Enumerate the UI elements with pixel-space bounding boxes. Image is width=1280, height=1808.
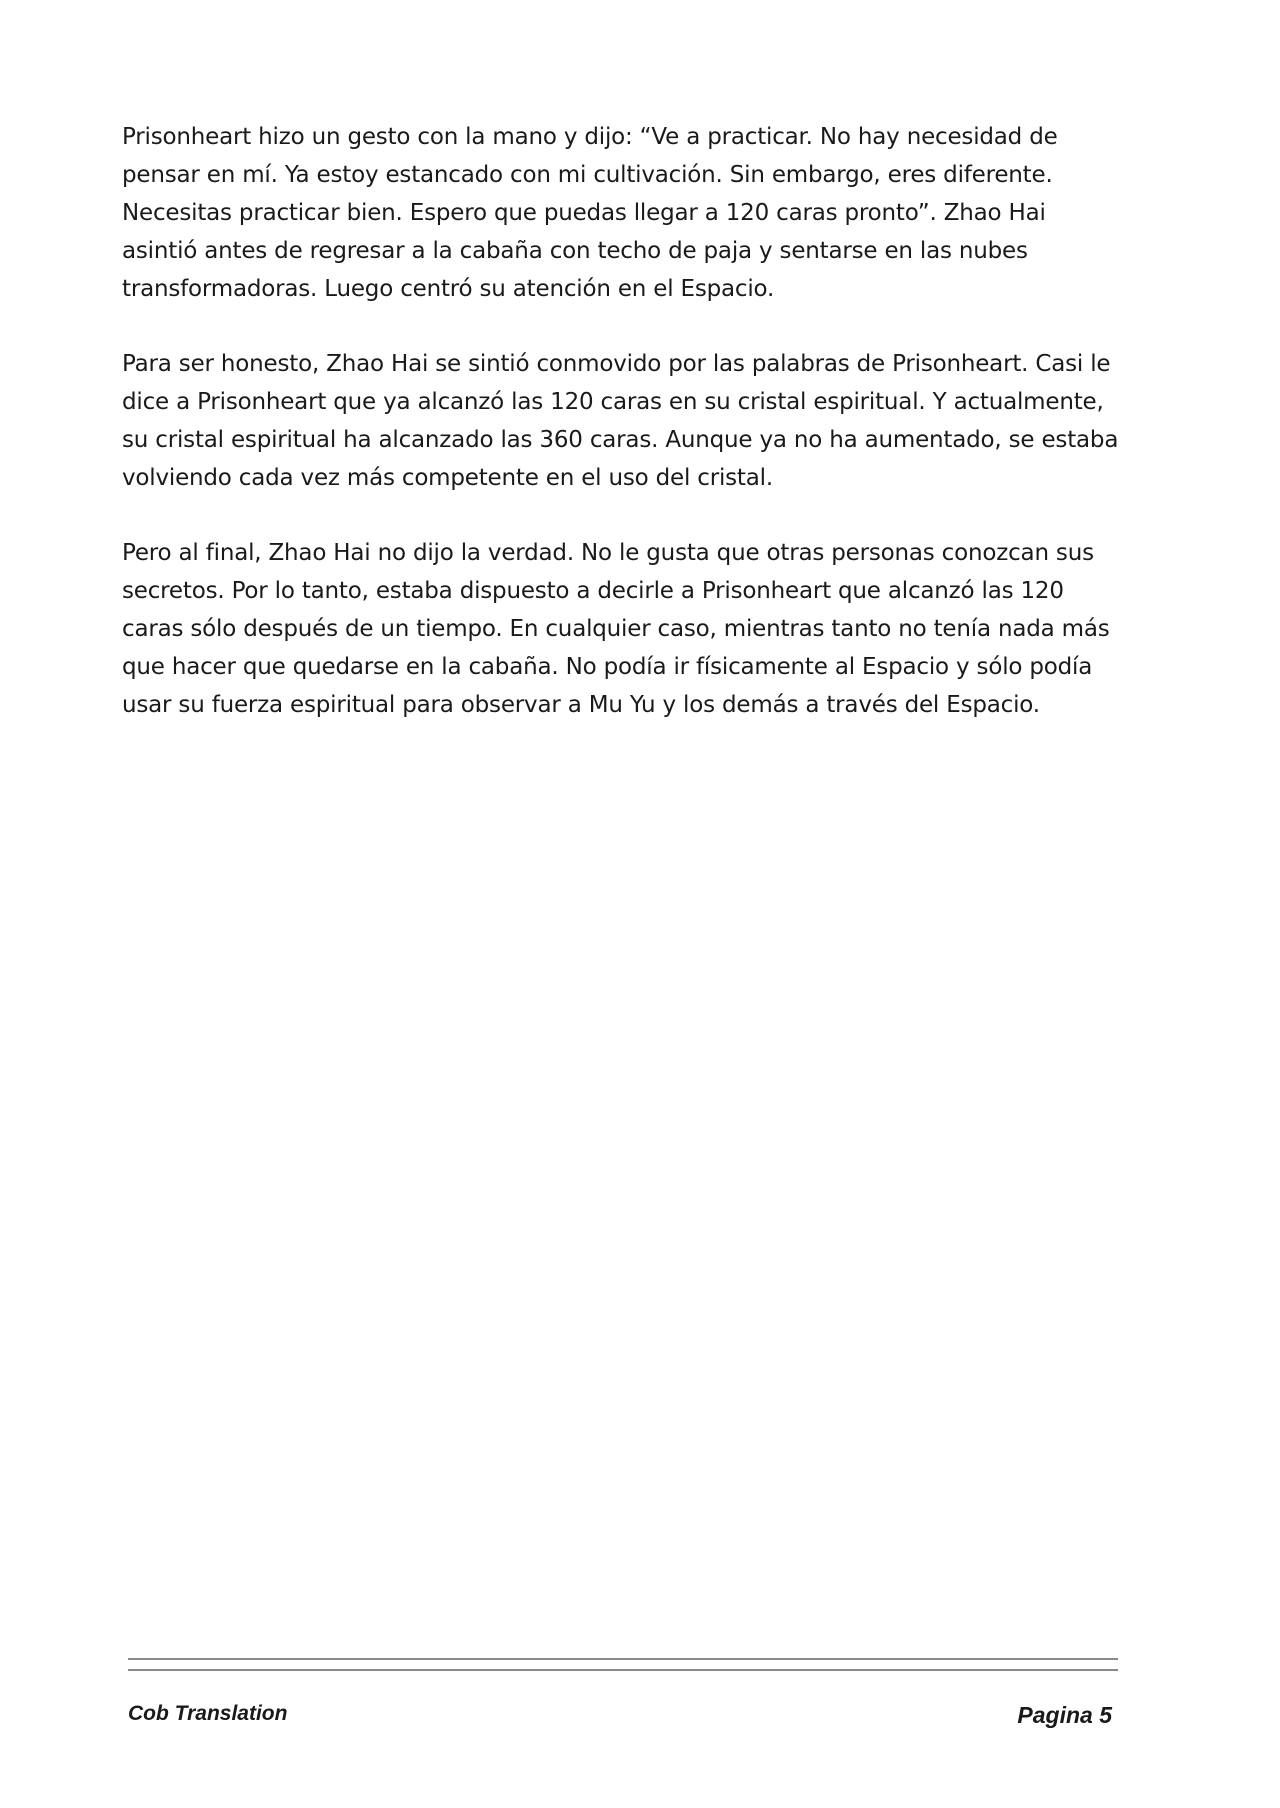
body-text [122, 118, 1122, 761]
footer-divider-bottom [128, 1669, 1118, 1671]
paragraph-3: Pero al final, Zhao Hai no dijo la verdad. No le gusta que otras personas conozcan sus secretos. Por lo tanto, estaba dispuesto a decirle a Prisonheart que alcanzó las 120 caras sólo después de un tiempo. En cualquier caso, mientras tanto no tenía nada más que hacer que quedarse en la cabaña. No podía ir físicamente al Espacio y sólo podía usar su fuerza espiritual para observar a Mu Yu y los demás a través del Espacio. [122, 540, 1110, 718]
footer-divider-top [128, 1658, 1118, 1660]
paragraph-1: Prisonheart hizo un gesto con la mano y dijo: “Ve a practicar. No hay necesidad de pensar en mí. Ya estoy estancado con mi cultivación. Sin embargo, eres diferente. Necesitas practicar bien. Espero que puedas llegar a 120 caras pronto”. Zhao Hai asintió antes de regresar a la cabaña con techo de paja y sentarse en las nubes transformadoras. Luego centró su atención en el Espacio. [122, 124, 1058, 302]
footer-translator-credit: Cob Translation [128, 1702, 288, 1725]
footer-page-number: Pagina 5 [1017, 1702, 1112, 1728]
paragraph-2: Para ser honesto, Zhao Hai se sintió conmovido por las palabras de Prisonheart. Casi le dice a Prisonheart que ya alcanzó las 120 caras en su cristal espiritual. Y actualmente, su cristal espiritual ha alcanzado las 360 caras. Aunque ya no ha aumentado, se estaba volviendo cada vez más competente en el uso del cristal. [122, 351, 1119, 491]
